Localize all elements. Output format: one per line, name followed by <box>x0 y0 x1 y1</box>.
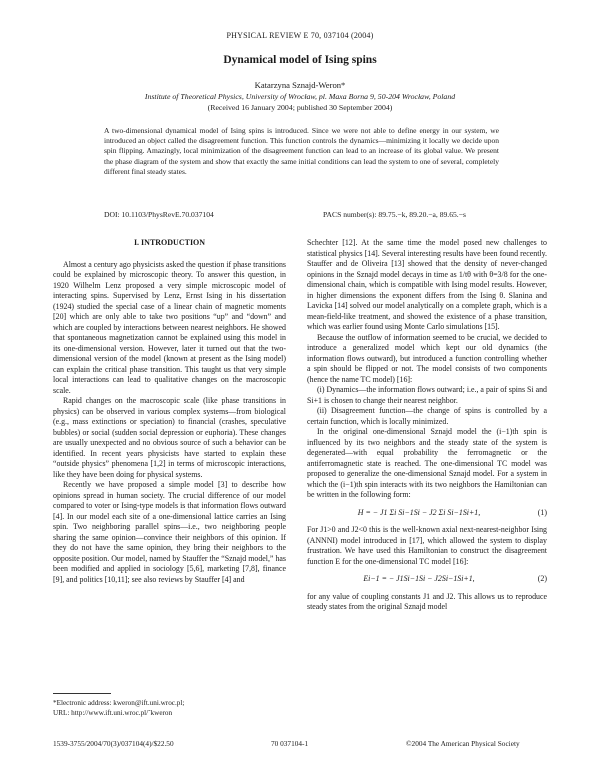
affiliation: Institute of Theoretical Physics, University of Wrocław, pl. Maxa Borna 9, 50-204 Wrocław, Poland <box>144 92 456 101</box>
received-dates: (Received 16 January 2004; published 30 September 2004) <box>207 103 393 112</box>
paragraph: for any value of coupling constants J1 and J2. This allows us to reproduce steady states from the original Sznajd model <box>307 591 547 611</box>
footnote <box>53 699 293 718</box>
paragraph: Rapid changes on the macroscopic scale (like phase transitions in physics) can be observed in various complex systems—from biological (e.g., mass extinctions or speciation) to financial (crashes, speculative bubbles) or social (sudden social depression or euphoria). These changes are usually unexpected and no obvious source of such a behavior can be identified. In recent years physicists have started to explain these “outside physics” phenomena [1,2] in terms of microscopic interactions, like they have been doing for physical systems. <box>53 396 286 479</box>
running-head: PHYSICAL REVIEW E 70, 037104 (2004) <box>226 31 374 40</box>
paragraph: Almost a century ago physicists asked the question if phase transitions could be explained by microscopic theory. To answer this question, in 1920 Wilhelm Lenz proposed a very simple microscopic model of interacting spins. Supervised by Lenz, Ernst Ising in his dissertation (1924) studied the special case of a linear chain of magnetic moments [20] which are only able to take two positions “up” and “down” and which are coupled by interactions between nearest neighbors. He showed that spontaneous magnetization cannot be explained using this model in its one-dimensional version. However, later it turned out that the two-dimensional version of the model (known at present as the Ising model) can explain the critical phase transition. This taught us that very simple local interactions can lead to qualitative changes on the macroscopic scale. <box>53 259 286 395</box>
paragraph: Recently we have proposed a simple model [3] to describe how opinions spread in human society. The crucial difference of our model compared to voter or Ising-type models is that information flows outward [4]. In our model each site of a one-dimensional lattice carries an Ising spin. Two neighboring parallel spins—i.e., two neighboring people sharing the same opinion—convince their neighbors of this opinion. If they do not have the same opinion, they bring their neighbors to the opposite position. Our model, named by Stauffer the “Sznajd model,” has been modified and applied in sociology [5,6], marketing [7,8], finance [9], and politics [10,11]; see also reviews by Stauffer [4] and <box>53 480 286 584</box>
abstract: A two-dimensional dynamical model of Ising spins is introduced. Since we were not able to define energy in our system, we introduced an object called the disagreement function. This function controls the dynamics—minimizing it locally we decide upon spin flipping. Amazingly, local minimization of the disagreement function can lead to an increase of its global value. We present the phase diagram of the system and show that exactly the same initial conditions can lead the system to one of several, completely different final steady states. <box>104 126 499 176</box>
paragraph: In the original one-dimensional Sznajd model the (i−1)th spin is influenced by its two neighbors and the steady state of the system is degenerated—with equal probability the ferromagnetic or the antiferromagnetic state is reached. The one-dimensional TC model was proposed to generalize the one-dimensional Sznajd model. For a system in which the (i−1)th spin interacts with its two neighbors the Hamiltonian can be written in the following form: <box>307 427 547 499</box>
paragraph: For J1>0 and J2<0 this is the well-known axial next-nearest-neighbor Ising (ANNNI) model introduced in [17], which allowed the system to display frustration. We have used this Hamiltonian to construct the disagreement function E for the one-dimensional TC model [16]: <box>307 525 547 566</box>
doi: DOI: 10.1103/PhysRevE.70.037104 <box>104 210 214 219</box>
paragraph: (i) Dynamics—the information flows outward; i.e., a pair of spins Si and Si+1 is chosen to change their nearest neighbor. <box>307 385 547 405</box>
equation-body: H = − J1 Σi Si−1Si − J2 Σi Si−1Si+1, <box>357 507 481 517</box>
equation-body: Ei−1 = − J1Si−1Si − J2Si−1Si+1, <box>363 574 475 583</box>
footnote-email: *Electronic address: kweron@ift.uni.wroc.pl; <box>53 699 185 707</box>
equation-1 <box>307 508 547 519</box>
paper-title: Dynamical model of Ising spins <box>223 54 377 66</box>
left-column <box>53 238 286 585</box>
footnote-url: URL: http://www.ift.uni.wroc.pl/˜kweron <box>53 708 173 717</box>
equation-number: (2) <box>537 574 547 583</box>
paragraph: Schechter [12]. At the same time the model posed new challenges to statistical physics [14]. Several interesting results have been found recently. Stauffer and de Oliveira [13] showed that the density of never-changed opinions in the Sznajd model decays in time as 1/tθ with θ=3/8 for the one-dimensional chain, which is compatible with Ising model results. However, in higher dimensions the exponent differs from the Ising θ. Slanina and Lavicka [14] solved our model analytically on a complete graph, which is a mean-field-like treatment, and showed the existence of a phase transition, which was earlier found using Monte Carlo simulations [15]. <box>307 238 547 331</box>
footnote-rule <box>53 693 111 694</box>
paragraph: (ii) Disagreement function—the change of spins is controlled by a certain function, which is locally minimized. <box>307 406 547 426</box>
paragraph: Because the outflow of information seemed to be crucial, we decided to introduce a generalized model which kept our old dynamics (the information flows outward), but introduced a function controlling whether a spin should be flipped or not. The model consists of two components (hence the name TC model) [16]: <box>307 332 547 384</box>
right-column <box>307 238 547 613</box>
footer-page: 70 037104-1 <box>271 739 309 748</box>
pacs-numbers: PACS number(s): 89.75.−k, 89.20.−a, 89.65.−s <box>323 210 466 219</box>
author-line: Katarzyna Sznajd-Weron* <box>254 80 346 90</box>
footer-issn: 1539-3755/2004/70(3)/037104(4)/$22.50 <box>53 739 174 748</box>
footer-copyright: ©2004 The American Physical Society <box>406 739 520 748</box>
equation-number: (1) <box>537 507 547 517</box>
section-title: I. INTRODUCTION <box>133 238 206 247</box>
equation-2 <box>307 574 547 585</box>
